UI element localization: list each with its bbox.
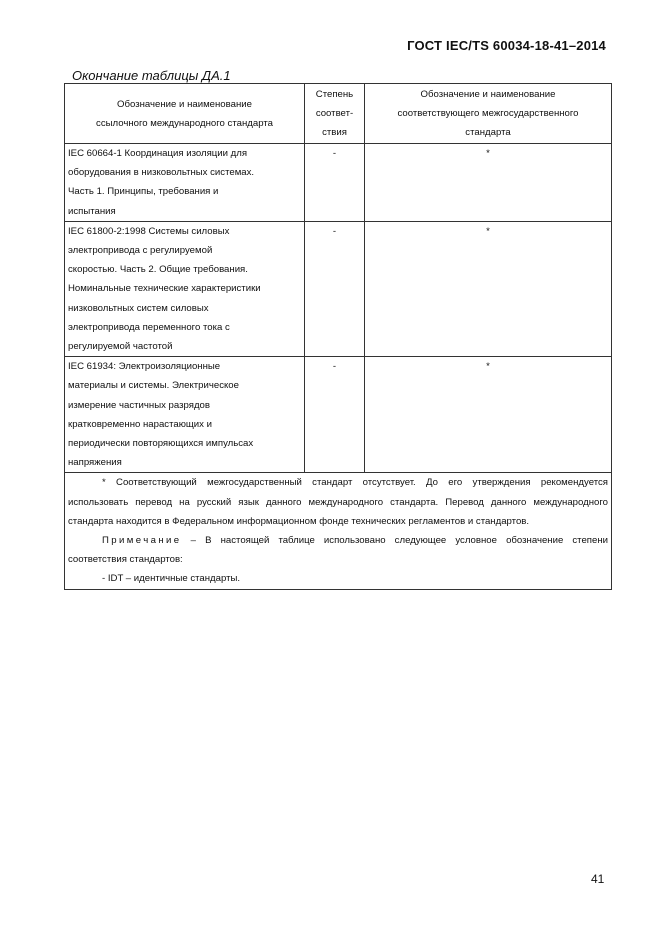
corresponding-standard-cell: *	[365, 144, 612, 222]
table-header-row	[65, 84, 612, 144]
footnote-cell	[65, 473, 612, 589]
header-corresponding-standard: Обозначение и наименование соответствующего межгосударственного стандарта	[365, 84, 612, 144]
header-ref-standard: Обозначение и наименование ссылочного международного стандарта	[65, 84, 305, 144]
footnote-note	[68, 531, 608, 569]
table-row	[65, 144, 612, 222]
degree-cell: -	[305, 221, 365, 356]
degree-cell: -	[305, 357, 365, 473]
document-header: ГОСТ IEC/TS 60034-18-41–2014	[407, 38, 606, 53]
standards-table	[64, 83, 612, 590]
footnote-asterisk: * Соответствующий межгосударственный стандарт отсутствует. До его утверждения рекомендуется использовать перевод на русский язык данного международного стандарта. Перевод данного международного стандарта находится в Федеральном информационном фонде технических регламентов и стандартов.	[68, 477, 608, 527]
header-degree: Степень соответ- ствия	[305, 84, 365, 144]
table-row	[65, 221, 612, 356]
corresponding-standard-cell: *	[365, 221, 612, 356]
page-number: 41	[591, 872, 605, 886]
table-row	[65, 357, 612, 473]
footnote-idt: - IDT – идентичные стандарты.	[102, 573, 241, 585]
ref-standard-cell: IEC 61800-2:1998 Системы силовых электропривода с регулируемой скоростью. Часть 2. Общие требования. Номинальные технические характеристики низковольтных систем силовых электропривода переменного тока с регулируемой частотой	[65, 221, 305, 356]
ref-standard-cell: IEC 61934: Электроизоляционные материалы и системы. Электрическое измерение частичных разрядов кратковременно нарастающих и периодически повторяющихся импульсах напряжения	[65, 357, 305, 473]
corresponding-standard-cell: *	[365, 357, 612, 473]
ref-standard-cell: IEC 60664-1 Координация изоляции для оборудования в низковольтных системах. Часть 1. Принципы, требования и испытания	[65, 144, 305, 222]
note-text: – В настоящей таблице использовано следующее условное обозначение степени соответствия стандартов:	[68, 535, 608, 566]
table-caption: Окончание таблицы ДА.1	[72, 68, 231, 83]
footnote-row	[65, 473, 612, 589]
degree-cell: -	[305, 144, 365, 222]
note-label: Примечание	[102, 535, 182, 547]
